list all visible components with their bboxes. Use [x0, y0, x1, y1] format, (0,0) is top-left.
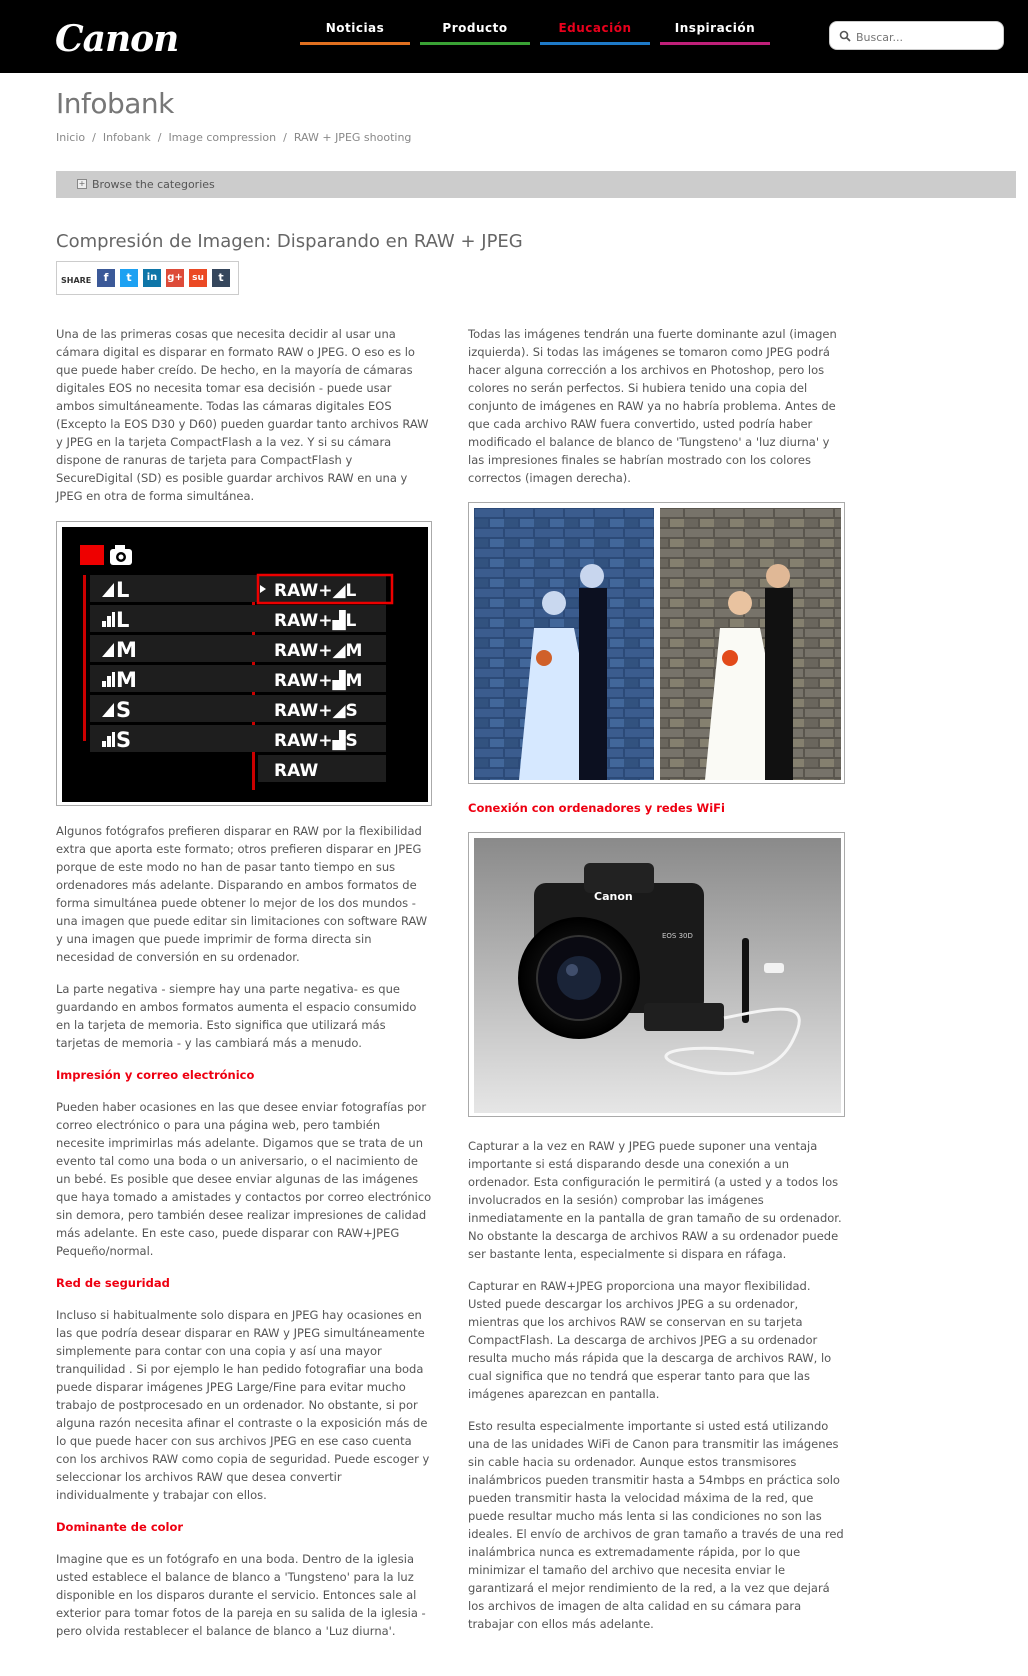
paragraph: Algunos fotógrafos prefieren disparar en RAW por la flexibilidad extra que aporta este formato; otros prefieren disparar en JPEG porque de este modo no han de pasar tanto tiempo en sus ordenadores más adelante. Disparando en ambos formatos de forma simultánea puede obtener lo mejor de los dos mundos - una imagen que puede editar sin limitaciones con software RAW y una imagen que puede imprimir de forma directa sin necesidad de conversión en su ordenador. — [56, 824, 428, 964]
wedding-comparison-figure — [468, 502, 845, 784]
menu-left-3: M — [116, 638, 137, 662]
left-text-block — [56, 822, 432, 1640]
search-box — [829, 21, 1004, 50]
breadcrumb-separator: / — [157, 131, 162, 144]
nav-label: Producto — [442, 21, 508, 35]
quality-menu-image — [62, 527, 428, 802]
right-text-block — [468, 1137, 844, 1633]
right-paragraph-1 — [468, 325, 844, 487]
left-paragraph-1 — [56, 325, 432, 505]
menu-left-4: M — [116, 668, 137, 692]
linkedin-icon[interactable]: in — [143, 269, 161, 287]
paragraph: Esto resulta especialmente importante si usted está utilizando una de las unidades WiFi de Canon para transmitir las imágenes sin cable hacia su ordenador. Aunque estos transmisores inalámbricos pueden transmitir hasta a 54mbps en práctica solo pueden transmitir hasta la velocidad máxima de la red, que puede resultar mucho más lenta si las condiciones no son las ideales. El envío de archivos de gran tamaño a través de una red inalámbrica nunca es extremadamente rápida, por lo que minimizar el tamaño del archivo que necesita enviar le garantizará el mejor rendimiento de la red, a la vez que dejará los archivos de imagen de alta calidad en su cámara para trabajar con ellos más adelante. — [468, 1419, 844, 1631]
quality-menu-figure — [56, 521, 432, 806]
browse-label: Browse the categories — [92, 178, 215, 191]
paragraph: Todas las imágenes tendrán una fuerte dominante azul (imagen izquierda). Si todas las imágenes se tomaron como JPEG podrá hacer alguna corrección a los archivos en Photoshop, pero los colores no serán perfectos. Si hubiera tenido una copia del conjunto de imágenes en RAW ya no habría problema. Antes de que cada archivo RAW fuera convertido, usted podría haber modificado el balance de blanco de 'Tungsteno' a 'luz diurna' y las impresiones finales se habrían mostrado con los colores correctos (imagen derecha). — [468, 327, 837, 485]
section-heading: Impresión y correo electrónico — [56, 1068, 255, 1082]
section-heading: Red de seguridad — [56, 1276, 170, 1290]
top-bar — [0, 0, 1028, 73]
menu-right-3: RAW+◢M — [274, 641, 363, 661]
nav-label: Educación — [558, 21, 632, 35]
stumbleupon-icon[interactable]: su — [189, 269, 207, 287]
menu-right-1: RAW+◢L — [274, 581, 357, 601]
menu-left-6: S — [116, 728, 132, 752]
section-heading: Dominante de color — [56, 1520, 184, 1534]
menu-right-6: RAW+▟S — [274, 731, 358, 751]
nav-underline — [300, 42, 410, 45]
nav-producto[interactable] — [420, 21, 530, 35]
paragraph: Imagine que es un fotógrafo en una boda. Dentro de la iglesia usted establece el balance de blanco a 'Tungsteno' para la luz disponible en los disparos durante el servicio. Entonces sale al exterior para tomar fotos de la pareja en su salida de la iglesia - pero olvida restablecer el balance de blanco a 'Luz diurna'. — [56, 1552, 426, 1638]
camera-model-text: EOS 30D — [662, 932, 693, 940]
menu-left-5: S — [116, 698, 132, 722]
googleplus-icon[interactable]: g+ — [166, 269, 184, 287]
menu-right-2: RAW+▟L — [274, 611, 357, 631]
paragraph: Una de las primeras cosas que necesita decidir al usar una cámara digital es disparar en formato RAW o JPEG. O eso es lo que puede haber creído. De hecho, en la mayoría de cámaras digitales EOS no necesita tomar esa decisión - puede usar ambos simultáneamente. Todas las cámaras digitales EOS (Excepto la EOS D30 y D60) pueden guardar tanto archivos RAW y JPEG en la tarjeta CompactFlash a la vez. Y si su cámara dispone de ranuras de tarjeta para CompactFlash y SecureDigital (SD) es posible guardar archivos RAW en una y JPEG en otra de forma simultánea. — [56, 327, 429, 503]
menu-right-7: RAW — [274, 761, 319, 781]
breadcrumb-link[interactable]: Inicio — [56, 131, 86, 144]
twitter-icon[interactable]: t — [120, 269, 138, 287]
section-heading: Conexión con ordenadores y redes WiFi — [468, 801, 725, 815]
nav-noticias[interactable] — [300, 21, 410, 35]
paragraph: Incluso si habitualmente solo dispara en JPEG hay ocasiones en las que podría desear disparar en RAW y JPEG simultáneamente simplemente para contar con una copia y así una mayor tranquilidad . Si por ejemplo le han pedido fotografiar una boda puede disparar imágenes JPEG Large/Fine para evitar mucho trabajo de postprocesado en un ordenador. No obstante, si por alguna razón necesita afinar el contraste o la exposición más de lo que puede hacer con sus archivos JPEG en ese caso cuenta con los archivos RAW como copia de seguridad. Puede escoger y seleccionar los archivos RAW que desea convertir individualmente y trabajar con ellos. — [56, 1308, 430, 1502]
article-title: Compresión de Imagen: Disparando en RAW + JPEG — [56, 231, 523, 252]
wedding-photos-image — [474, 508, 841, 780]
nav-label: Inspiración — [674, 21, 756, 35]
menu-left-1: L — [116, 578, 130, 602]
page-title: Infobank — [56, 87, 174, 120]
camera-wifi-image — [474, 838, 841, 1113]
share-box — [56, 261, 239, 295]
menu-right-5: RAW+◢S — [274, 701, 358, 721]
nav-underline — [660, 42, 770, 45]
paragraph: Capturar a la vez en RAW y JPEG puede suponer una ventaja importante si está disparando desde una conexión a un ordenador. Esta configuración le permitirá (a usted y a todos los involucrados en la sesión) comprobar las imágenes inmediatamente en la pantalla de gran tamaño de su ordenador. No obstante la descarga de archivos RAW a su ordenador puede ser bastante lenta, especialmente si dispara en ráfaga. — [468, 1139, 842, 1261]
nav-inspiracion[interactable] — [660, 21, 770, 35]
breadcrumb-current: RAW + JPEG shooting — [293, 131, 412, 144]
breadcrumb-separator: / — [283, 131, 287, 144]
search-input[interactable] — [854, 27, 998, 47]
paragraph: La parte negativa - siempre hay una parte negativa- es que guardando en ambos formatos aumenta el espacio consumido en la tarjeta de memoria. Esto significa que utilizará más tarjetas de memoria - y las cambiará más a menudo. — [56, 982, 417, 1050]
tumblr-icon[interactable]: t — [212, 269, 230, 287]
share-label: SHARE — [61, 276, 92, 285]
nav-underline — [540, 42, 650, 45]
canon-logo[interactable]: Canon — [55, 18, 179, 60]
breadcrumb-link[interactable]: Image compression — [168, 131, 277, 144]
facebook-icon[interactable]: f — [97, 269, 115, 287]
menu-right-4: RAW+▟M — [274, 671, 363, 691]
camera-wifi-figure — [468, 832, 845, 1117]
breadcrumb-separator: / — [92, 131, 96, 144]
nav-educacion[interactable] — [540, 21, 650, 35]
expand-plus-icon: + — [78, 179, 86, 188]
camera-brand-text: Canon — [594, 890, 633, 903]
menu-left-2: L — [116, 608, 130, 632]
breadcrumb-link[interactable]: Infobank — [102, 131, 151, 144]
paragraph: Capturar en RAW+JPEG proporciona una mayor flexibilidad. Usted puede descargar los archivos JPEG a su ordenador, mientras que los archivos RAW se conservan en su tarjeta CompactFlash. La descarga de archivos JPEG a su ordenador resulta mucho más rápida que la descarga de archivos RAW, lo cual significa que no tendrá que esperar tanto para que las imágenes aparezcan en pantalla. — [468, 1279, 832, 1401]
search-icon — [839, 30, 851, 42]
breadcrumb — [56, 131, 411, 144]
nav-label: Noticias — [325, 21, 385, 35]
right-heading-wifi — [468, 799, 844, 817]
paragraph: Pueden haber ocasiones en las que desee enviar fotografías por correo electrónico o para una página web, pero también necesite imprimirlas más adelante. Digamos que se trata de un evento tal como una boda o un aniversario, o el nacimiento de un bebé. Es posible que desee enviar algunas de las imágenes que haya tomado a amistades y contactos por correo electrónico sin demora, pero también desee realizar impresiones de calidad más adelante. En este caso, puede disparar con RAW+JPEG Pequeño/normal. — [56, 1100, 432, 1258]
browse-categories-bar[interactable] — [56, 171, 1016, 198]
nav-underline — [420, 42, 530, 45]
